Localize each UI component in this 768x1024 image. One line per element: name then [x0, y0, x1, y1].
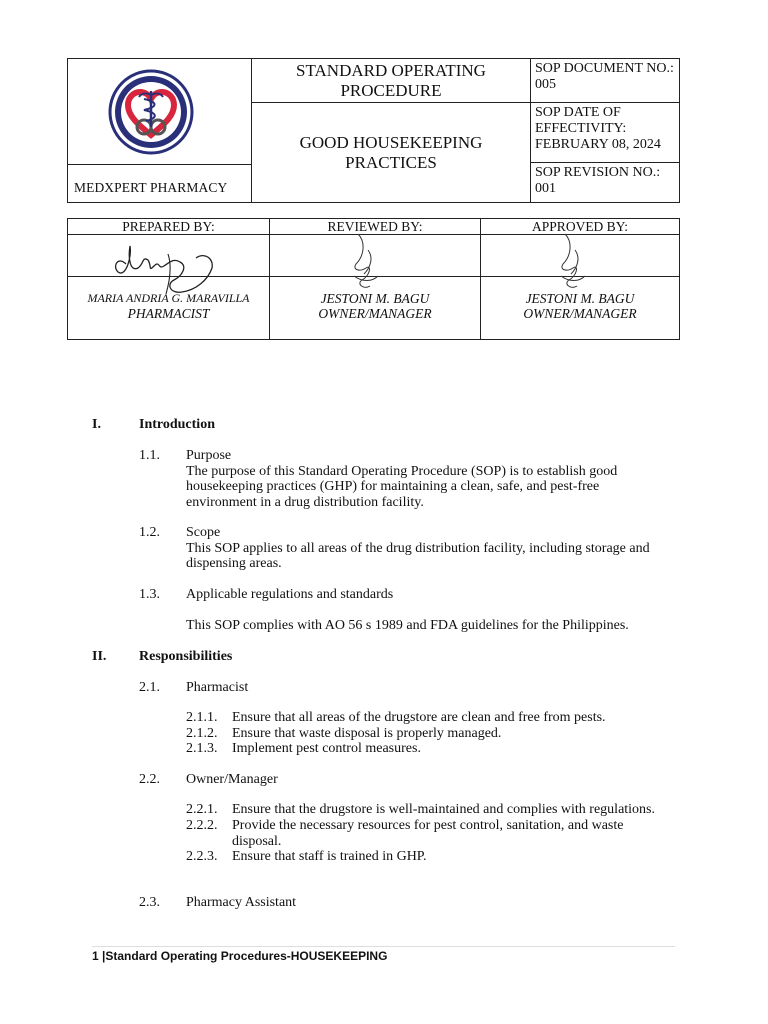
date-label-1: SOP DATE OF [535, 105, 621, 120]
revision-value: 001 [535, 181, 556, 196]
logo-divider [68, 164, 251, 165]
section-2-2-title: Owner/Manager [186, 772, 278, 787]
prepared-by-label: PREPARED BY: [68, 219, 270, 235]
section-1-1-number: 1.1. [139, 448, 160, 463]
sop-title-cell [252, 59, 531, 103]
section-1-2-block [186, 525, 650, 572]
date-value: FEBRUARY 08, 2024 [535, 137, 661, 152]
section-2-title: Responsibilities [139, 649, 233, 664]
date-label-2: EFFECTIVITY: [535, 121, 627, 136]
approved-role: OWNER/MANAGER [523, 306, 637, 321]
page-footer: 1 |Standard Operating Procedures-HOUSEKEEPING [92, 949, 388, 963]
reviewed-signature [340, 228, 390, 298]
section-1-1-title: Purpose [186, 448, 232, 463]
approved-signature [547, 228, 597, 298]
sop-subtitle-line1: GOOD HOUSEKEEPING [299, 132, 483, 152]
prepared-signature [108, 236, 228, 298]
section-1-3-title: Applicable regulations and standards [186, 587, 394, 602]
doc-no-value: 005 [535, 77, 556, 92]
section-1-number: I. [92, 417, 101, 432]
footer-divider [92, 946, 675, 947]
reviewed-by-label: REVIEWED BY: [270, 219, 481, 235]
section-1-1-block [186, 448, 617, 510]
header-table [67, 58, 680, 203]
section-2-1-1-text: Ensure that all areas of the drugstore are clean and free from pests. [232, 710, 606, 725]
revision-cell [531, 163, 680, 203]
section-1-3-number: 1.3. [139, 587, 160, 602]
sop-title-line2: PROCEDURE [340, 81, 442, 100]
section-2-1-3-number: 2.1.3. [186, 741, 218, 756]
section-1-3-text: This SOP complies with AO 56 s 1989 and FDA guidelines for the Philippines. [186, 618, 629, 633]
section-2-number: II. [92, 649, 107, 664]
section-2-1-title: Pharmacist [186, 680, 249, 695]
section-2-1-2-number: 2.1.2. [186, 726, 218, 741]
section-2-3-title: Pharmacy Assistant [186, 895, 297, 910]
section-1-2-number: 1.2. [139, 525, 160, 540]
section-1-2-line2: dispensing areas. [186, 556, 282, 571]
sop-subtitle-line2: PRACTICES [345, 152, 437, 172]
sop-title-line1: STANDARD OPERATING [296, 61, 486, 80]
approved-name: JESTONI M. BAGU [525, 291, 635, 306]
pharmacy-name: MEDXPERT PHARMACY [74, 180, 228, 195]
reviewed-role: OWNER/MANAGER [318, 306, 432, 321]
section-2-2-2-block [232, 818, 624, 849]
doc-no-cell [531, 59, 680, 103]
section-2-2-2-number: 2.2.2. [186, 818, 218, 833]
section-2-2-1-number: 2.2.1. [186, 802, 218, 817]
section-2-1-1-number: 2.1.1. [186, 710, 218, 725]
section-2-2-3-text: Ensure that staff is trained in GHP. [232, 849, 427, 864]
revision-label: SOP REVISION NO.: [535, 165, 661, 180]
section-1-2-line1: This SOP applies to all areas of the drug distribution facility, including storage and [186, 540, 650, 556]
approved-by-label: APPROVED BY: [481, 219, 680, 235]
section-2-2-2-line2: disposal. [232, 833, 282, 849]
section-1-1-line3: environment in a drug distribution facility. [186, 494, 424, 510]
doc-no-label: SOP DOCUMENT NO.: [535, 61, 674, 76]
section-2-1-number: 2.1. [139, 680, 160, 695]
section-1-1-line1: The purpose of this Standard Operating Procedure (SOP) is to establish good [186, 463, 618, 479]
section-2-2-1-text: Ensure that the drugstore is well-maintained and complies with regulations. [232, 802, 656, 817]
sop-subtitle-cell [252, 103, 531, 203]
section-1-2-title: Scope [186, 525, 221, 540]
section-2-1-2-text: Ensure that waste disposal is properly managed. [232, 726, 502, 741]
pharmacy-logo-icon [108, 69, 194, 155]
logo-cell [68, 59, 252, 203]
section-2-2-number: 2.2. [139, 772, 160, 787]
section-2-1-3-text: Implement pest control measures. [232, 741, 421, 756]
reviewed-name: JESTONI M. BAGU [320, 291, 430, 306]
prepared-name: MARIA ANDRIA G. MARAVILLA [87, 291, 250, 305]
prepared-role: PHARMACIST [127, 306, 210, 321]
section-1-1-line2: housekeeping practices (GHP) for maintaining a clean, safe, and pest-free [186, 479, 600, 494]
effectivity-cell [531, 103, 680, 163]
section-2-3-number: 2.3. [139, 895, 160, 910]
section-2-2-2-line1: Provide the necessary resources for pest control, sanitation, and waste [232, 818, 624, 833]
section-2-2-3-number: 2.2.3. [186, 849, 218, 864]
section-1-title: Introduction [139, 417, 215, 432]
